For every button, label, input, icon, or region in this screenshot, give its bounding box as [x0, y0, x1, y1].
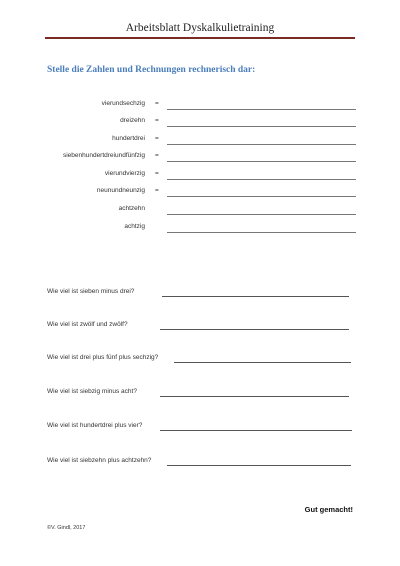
exercise-word: hundertdrei [112, 135, 145, 142]
exercise-row [0, 152, 400, 166]
exercise-row [0, 187, 400, 201]
exercise-row [0, 100, 400, 114]
answer-line[interactable] [174, 362, 351, 363]
exercise-row [0, 135, 400, 149]
question-row [47, 388, 357, 402]
copyright-footer: ©V. Gindl, 2017 [47, 525, 86, 531]
exercise-word: neunundneunzig [96, 187, 145, 194]
exercise-row [0, 170, 400, 184]
question-text: Wie viel ist zwölf und zwölf? [47, 321, 128, 328]
answer-line[interactable] [167, 126, 356, 127]
question-row [47, 288, 357, 302]
answer-line[interactable] [167, 214, 356, 215]
answer-line[interactable] [160, 430, 352, 431]
equals-sign: = [155, 135, 159, 142]
equals-sign: = [155, 117, 159, 124]
answer-line[interactable] [167, 179, 356, 180]
answer-line[interactable] [167, 196, 356, 197]
exercise-word: achtzehn [118, 205, 145, 212]
question-row [47, 321, 357, 335]
exercise-word: dreizehn [120, 117, 145, 124]
answer-line[interactable] [167, 232, 356, 233]
question-row [47, 457, 357, 471]
question-text: Wie viel ist siebzehn plus achtzehn? [47, 457, 152, 464]
question-text: Wie viel ist sieben minus drei? [47, 288, 135, 295]
exercise-row [0, 205, 400, 219]
answer-line[interactable] [167, 161, 356, 162]
instruction-heading: Stelle die Zahlen und Rechnungen rechnerisch dar: [47, 65, 256, 75]
answer-line[interactable] [160, 396, 349, 397]
equals-sign: = [155, 100, 159, 107]
question-row [47, 422, 357, 436]
exercise-word: achtzig [124, 223, 145, 230]
answer-line[interactable] [160, 329, 349, 330]
exercise-word: vierundvierzig [104, 170, 145, 177]
exercise-word: vierundsechzig [101, 100, 145, 107]
equals-sign: = [155, 187, 159, 194]
question-text: Wie viel ist hundertdrei plus vier? [47, 422, 143, 429]
exercise-row [0, 223, 400, 237]
exercise-row [0, 117, 400, 131]
question-text: Wie viel ist drei plus fünf plus sechzig? [47, 354, 159, 361]
page-title: Arbeitsblatt Dyskalkulietraining [125, 22, 275, 34]
question-row [47, 354, 357, 368]
header-divider [45, 37, 355, 39]
answer-line[interactable] [162, 296, 349, 297]
answer-line[interactable] [167, 465, 351, 466]
praise-text: Gut gemacht! [304, 505, 353, 514]
answer-line[interactable] [167, 144, 356, 145]
question-text: Wie viel ist siebzig minus acht? [47, 388, 137, 395]
equals-sign: = [155, 170, 159, 177]
equals-sign: = [155, 152, 159, 159]
exercise-word: siebenhundertdreiundfünfzig [62, 152, 145, 159]
answer-line[interactable] [167, 109, 356, 110]
